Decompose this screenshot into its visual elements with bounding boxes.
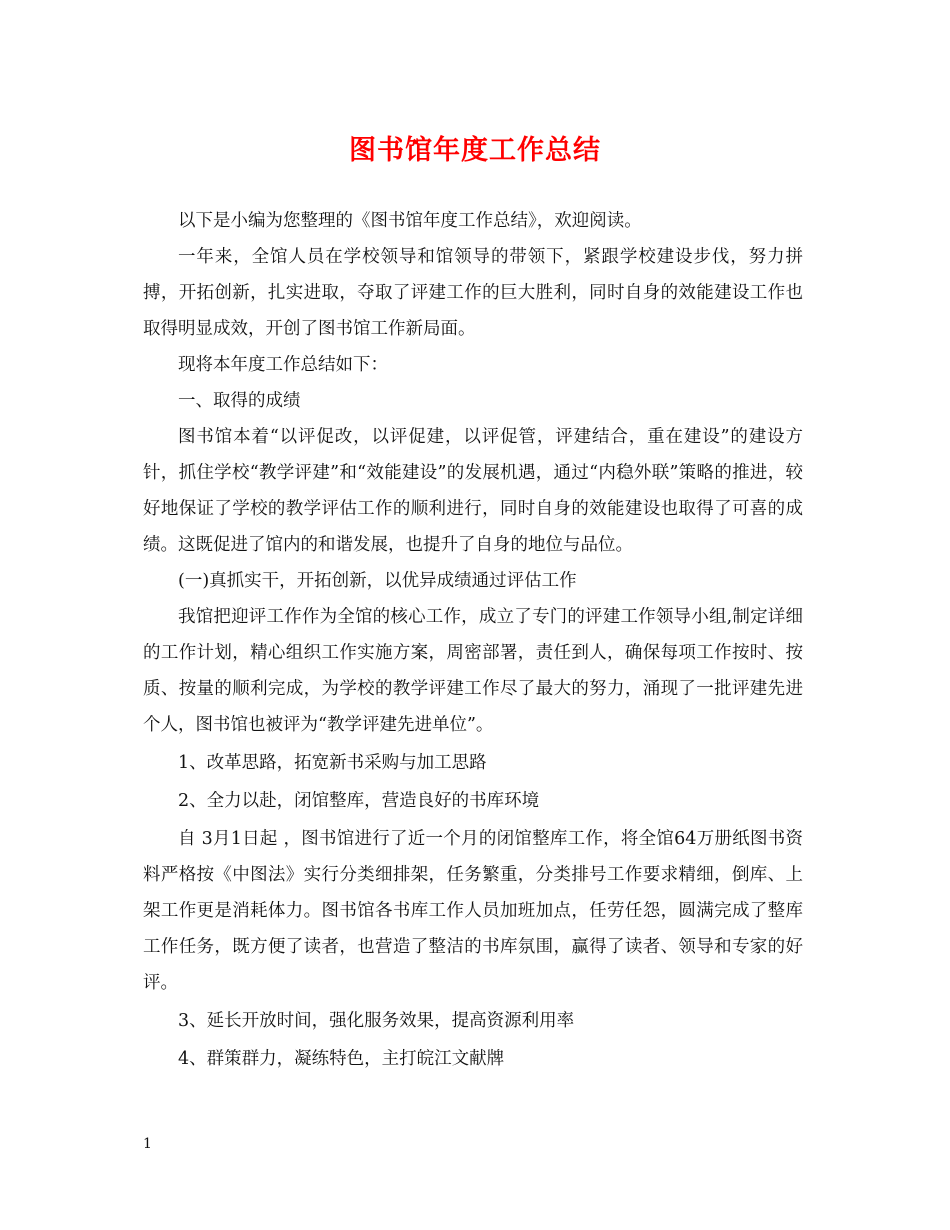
paragraph: 自 3月1日起 ，图书馆进行了近一个月的闭馆整库工作，将全馆64万册纸图书资料严格按《中图法》实行分类细排架，任务繁重，分类排号工作要求精细，倒库、上架工作更是消耗体力。图书馆各书库工作人员加班加点，任劳任怨，圆满完成了整库工作任务，既方便了读者，也营造了整洁的书库氛围，赢得了读者、领导和专家的好评。 [143,829,803,993]
paragraph: 以下是小编为您整理的《图书馆年度工作总结》，欢迎阅读。 [178,211,642,231]
subsection-heading: (一)真抓实干，开拓创新，以优异成绩通过评估工作 [178,571,577,591]
page-number: 1 [143,1136,152,1152]
paragraph: 我馆把迎评工作作为全馆的核心工作，成立了专门的评建工作领导小组,制定详细的工作计划，精心组织工作实施方案，周密部署，责任到人，确保每项工作按时、按质、按量的顺利完成，为学校的教学评建工作尽了最大的努力，涌现了一批评建先进个人，图书馆也被评为“教学评建先进单位”。 [143,607,803,735]
list-item: 4、群策群力，凝练特色，主打皖江文献牌 [178,1049,505,1069]
list-item: 3、延长开放时间，强化服务效果，提高资源利用率 [178,1011,575,1031]
list-item: 1、改革思路，拓宽新书采购与加工思路 [178,753,487,773]
document-title: 图书馆年度工作总结 [349,135,601,166]
document-body [143,203,803,1077]
list-item: 2、全力以赴，闭馆整库，营造良好的书库环境 [178,791,540,811]
paragraph: 图书馆本着“以评促改，以评促建，以评促管，评建结合，重在建设”的建设方针，抓住学校“教学评建”和“效能建设”的发展机遇，通过“内稳外联”策略的推进，较好地保证了学校的教学评估工作的顺利进行，同时自身的效能建设也取得了可喜的成绩。这既促进了馆内的和谐发展，也提升了自身的地位与品位。 [143,427,803,555]
paragraph: 现将本年度工作总结如下： [178,355,388,375]
section-heading: 一、取得的成绩 [178,391,301,411]
paragraph: 一年来，全馆人员在学校领导和馆领导的带领下，紧跟学校建设步伐，努力拼搏，开拓创新，扎实进取，夺取了评建工作的巨大胜利，同时自身的效能建设工作也取得明显成效，开创了图书馆工作新局面。 [143,247,803,339]
